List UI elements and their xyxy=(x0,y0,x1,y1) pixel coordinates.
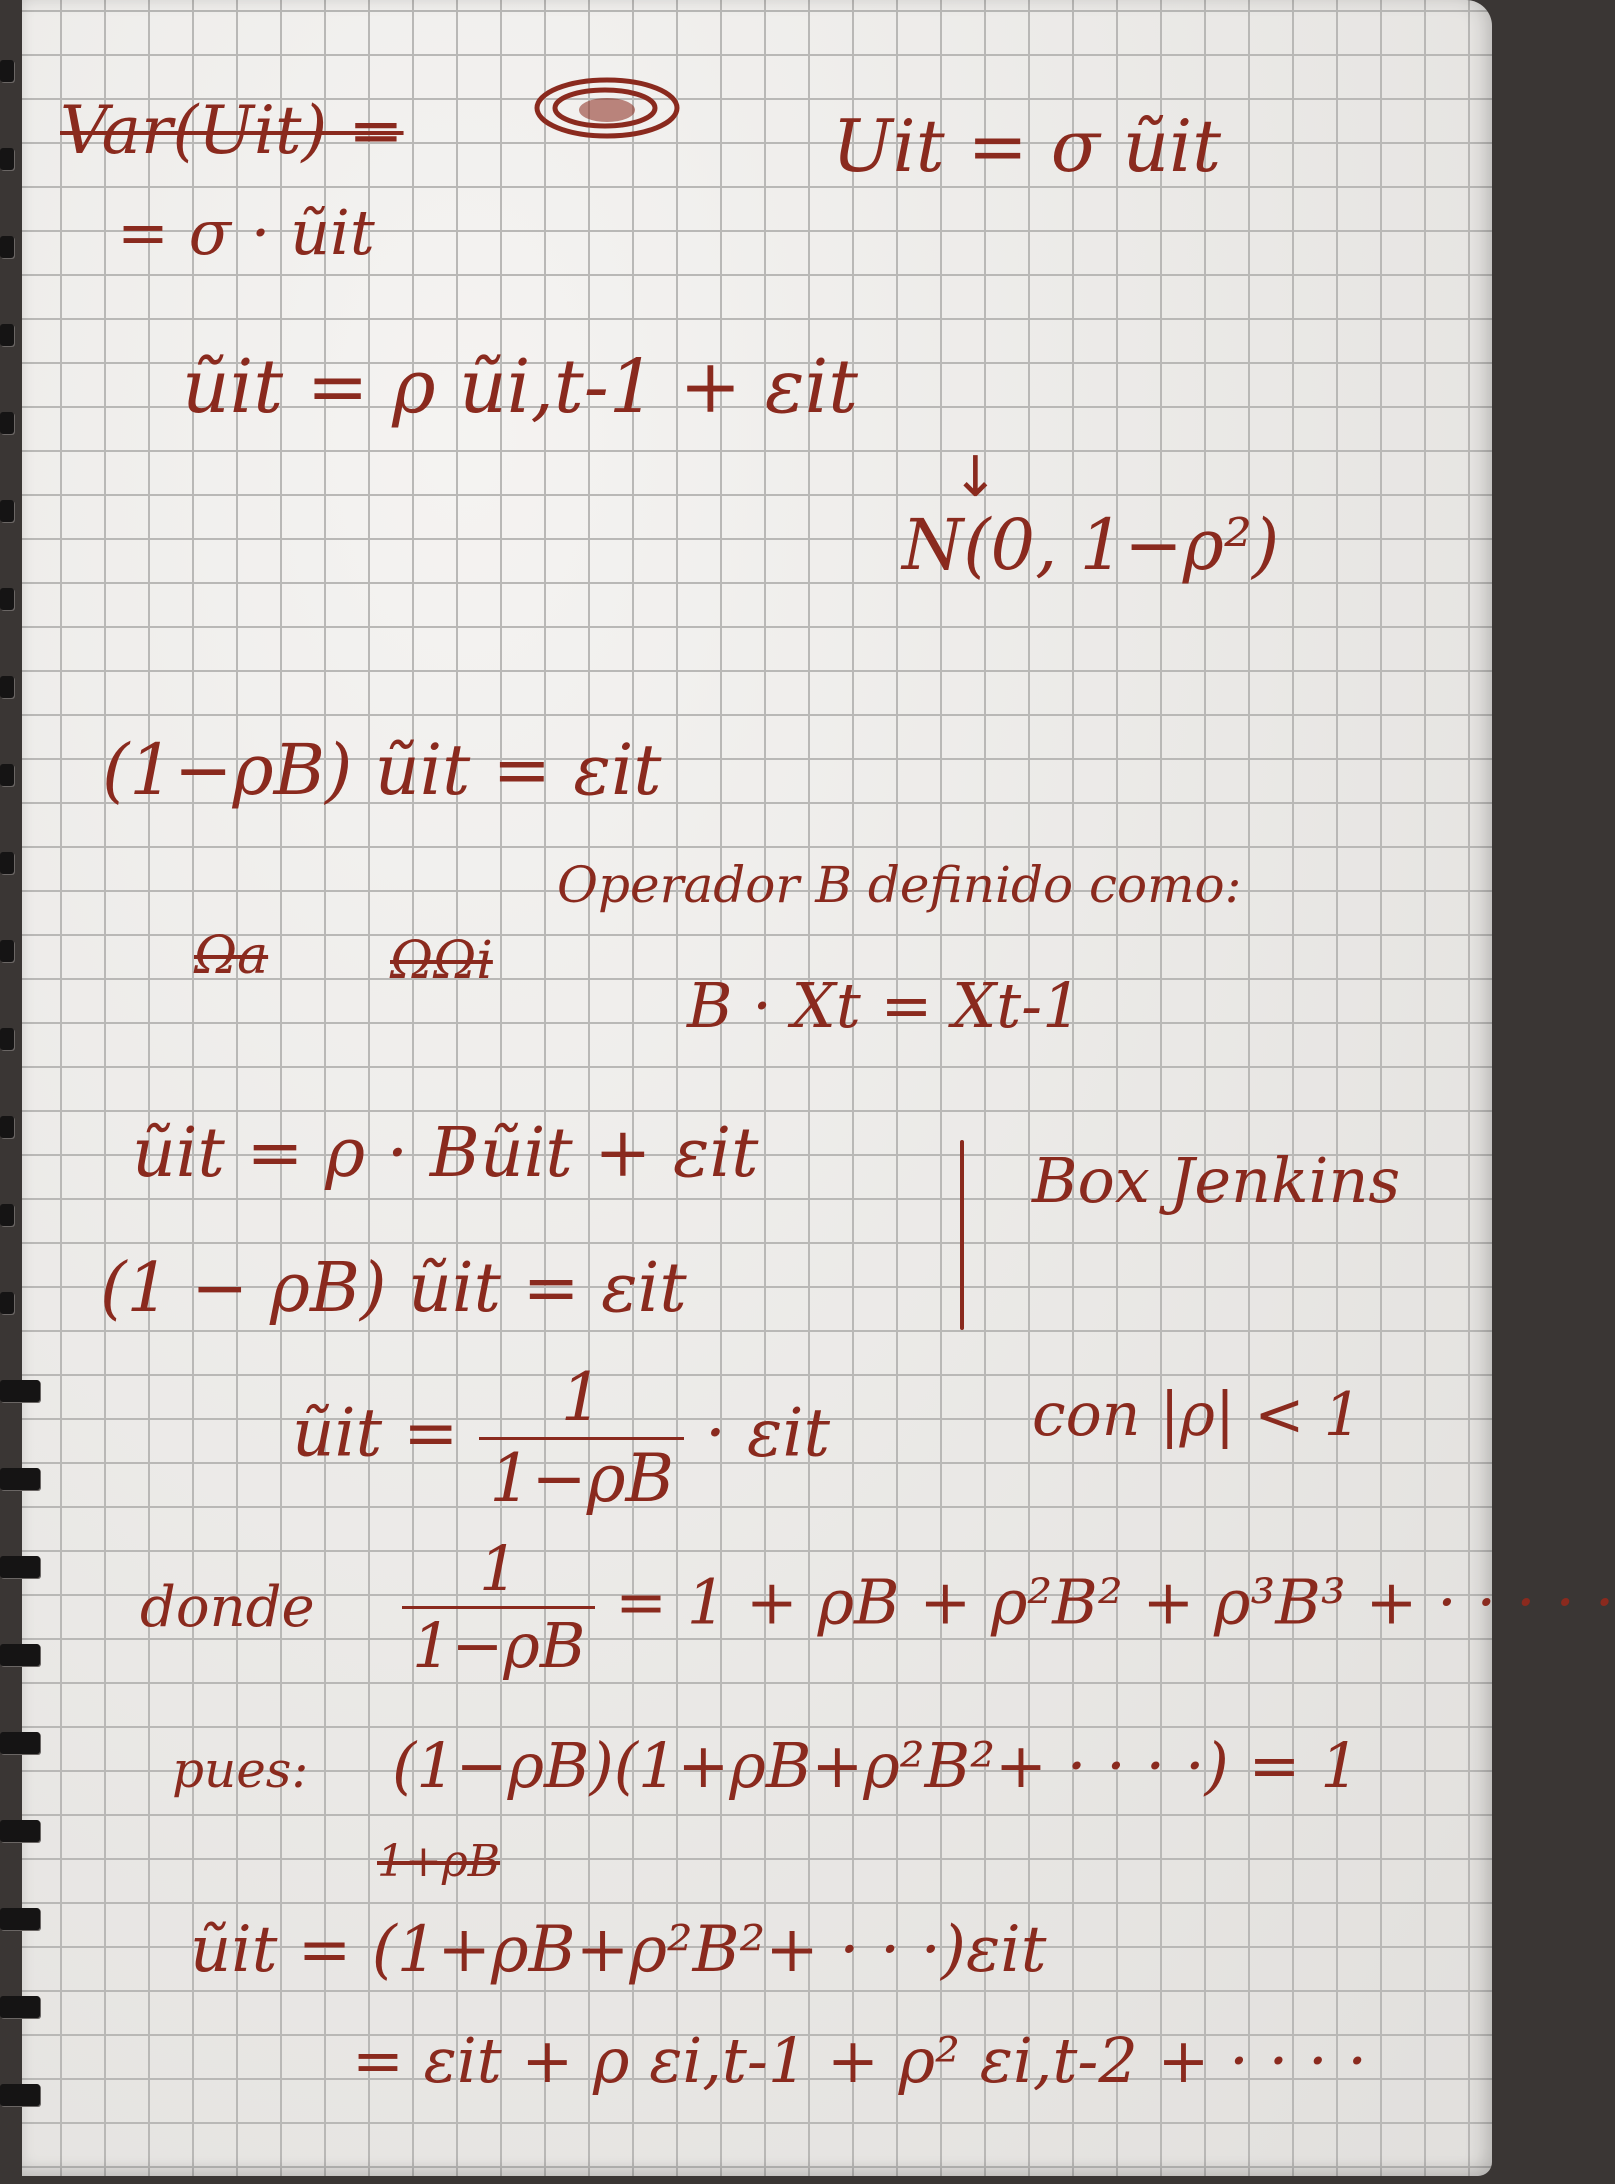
donde-denominator: 1−ρB xyxy=(402,1606,595,1677)
operator-definition-text: Operador B definido como: xyxy=(557,856,1242,914)
inverse-denominator: 1−ρB xyxy=(479,1437,684,1512)
binding-ring xyxy=(0,1644,40,1666)
binding-ring xyxy=(0,1732,40,1754)
stationarity-condition: con |ρ| < 1 xyxy=(1032,1380,1362,1450)
definition-u: Uit = σ ũit xyxy=(832,104,1222,188)
donde-expansion xyxy=(402,1532,1615,1682)
binding-ring xyxy=(0,1204,14,1226)
binding-ring xyxy=(0,1292,14,1314)
scribble-blot xyxy=(527,68,687,148)
equation-inverse xyxy=(292,1359,830,1517)
binding-ring xyxy=(0,148,14,170)
inverse-numerator: 1 xyxy=(560,1359,603,1436)
binding-ring xyxy=(0,940,14,962)
graph-paper-sheet xyxy=(22,0,1615,2176)
binding-ring xyxy=(0,324,14,346)
sigma-u-expression: = σ · ũit xyxy=(117,196,375,269)
donde-fraction xyxy=(402,1532,595,1682)
inverse-lhs: ũit = xyxy=(292,1394,459,1472)
struck-variance-expression: Var(Uit) = xyxy=(60,92,404,169)
normal-distribution: N(0, 1−ρ²) xyxy=(902,504,1280,586)
final-series: = εit + ρ εi,t-1 + ρ² εi,t-2 + · · · · xyxy=(352,2024,1368,2097)
binding-ring xyxy=(0,588,14,610)
binding-ring xyxy=(0,1380,40,1402)
box-jenkins-label: Box Jenkins xyxy=(1032,1144,1401,1217)
scribble-middle: ΩΩi xyxy=(390,931,493,991)
binding-ring xyxy=(0,1116,14,1138)
binding-ring xyxy=(0,1028,14,1050)
scribble-left: Ωa xyxy=(194,926,269,986)
binding-ring xyxy=(0,60,14,82)
pues-label: pues: xyxy=(172,1741,309,1799)
inverse-fraction xyxy=(479,1359,684,1517)
binding-ring xyxy=(0,1820,40,1842)
ar1-equation: ũit = ρ ũi,t-1 + εit xyxy=(182,344,858,430)
equation-lag-1: ũit = ρ · Bũit + εit xyxy=(132,1114,759,1193)
binding-ring xyxy=(0,1468,40,1490)
binding-ring xyxy=(0,236,14,258)
inverse-rhs: · εit xyxy=(704,1394,830,1472)
binding-ring xyxy=(0,1908,40,1930)
binding-ring xyxy=(0,764,14,786)
operator-definition: B · Xt = Xt-1 xyxy=(687,969,1082,1042)
donde-numerator: 1 xyxy=(478,1532,519,1605)
struck-small-term: 1+ρB xyxy=(377,1836,501,1887)
binding-ring xyxy=(0,412,14,434)
final-expansion: ũit = (1+ρB+ρ²B²+ · · ·)εit xyxy=(190,1913,1047,1987)
arrow-down: ↓ xyxy=(952,445,999,510)
binding-ring xyxy=(0,1996,40,2018)
pues-identity: (1−ρB)(1+ρB+ρ²B²+ · · · ·) = 1 xyxy=(392,1729,1360,1802)
binding-ring xyxy=(0,852,14,874)
equation-lag-2: (1 − ρB) ũit = εit xyxy=(100,1249,687,1328)
donde-series: = 1 + ρB + ρ²B² + ρ³B³ + · · · · · xyxy=(615,1565,1615,1639)
donde-label: donde xyxy=(140,1575,315,1640)
binding-ring xyxy=(0,2084,40,2106)
binding-ring xyxy=(0,1556,40,1578)
binding-ring xyxy=(0,676,14,698)
binding-ring xyxy=(0,500,14,522)
lag-operator-form: (1−ρB) ũit = εit xyxy=(102,729,662,811)
separator-line xyxy=(960,1140,964,1330)
